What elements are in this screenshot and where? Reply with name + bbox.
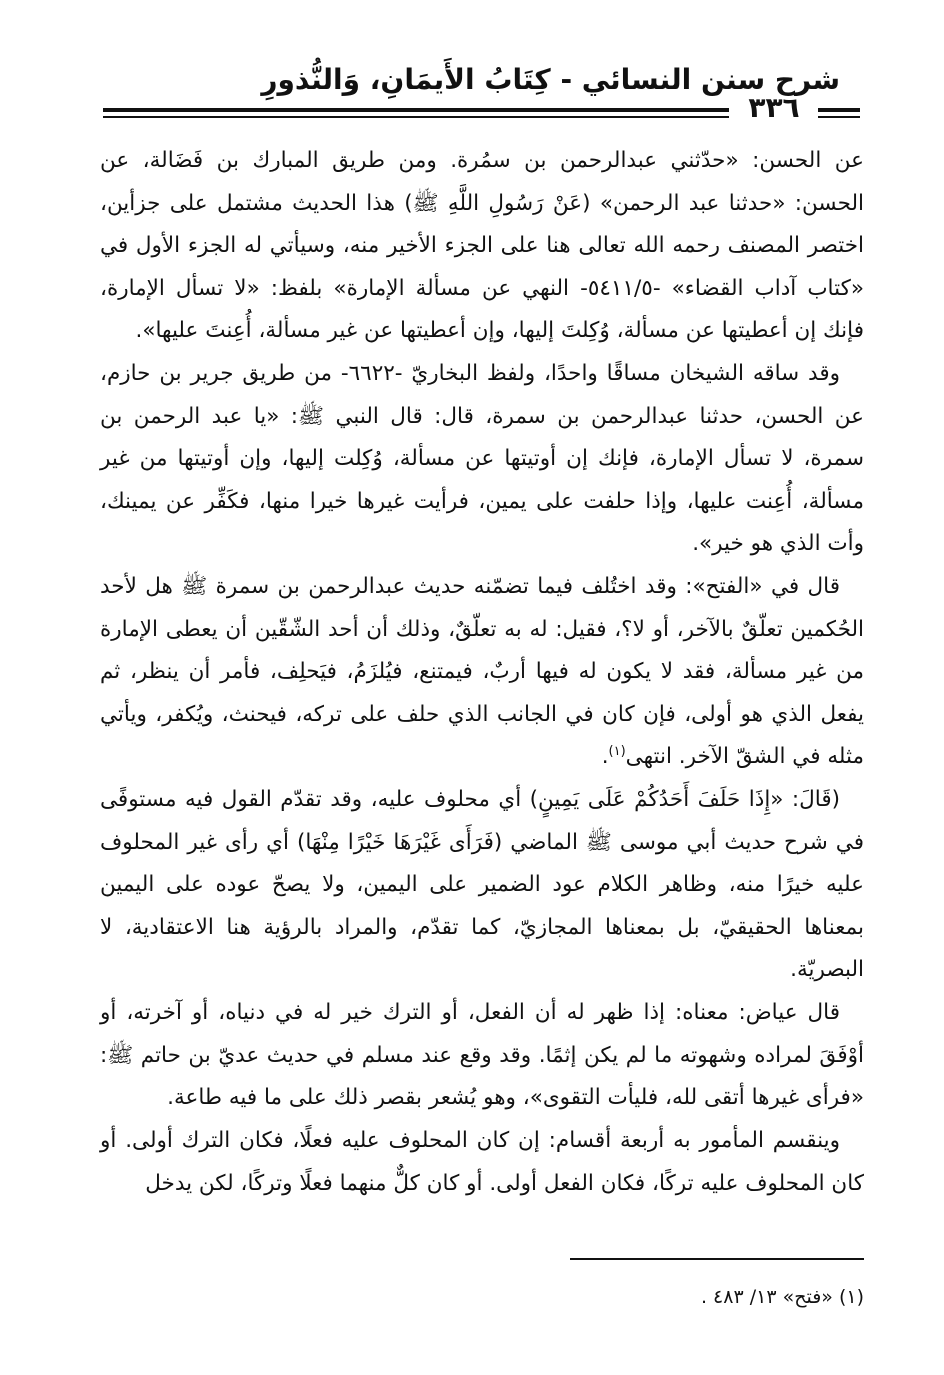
footnote-reference-1: (١) xyxy=(608,743,626,759)
page-number: ٣٣٦ xyxy=(748,91,800,124)
paragraph-2: وقد ساقه الشيخان مساقًا واحدًا، ولفظ البخاريّ -٦٦٢٢- من طريق جرير بن حازم، عن الحسن، حدثنا عبدالرحمن بن سمرة، قال: قال النبي ﷺ: «يا عبد الرحمن بن سمرة، لا تسأل الإمارة، فإنك إن أوتيتها عن مسألة، وُكِلت إليها، وإن أوتيتها من غير مسألة، أُعِنت عليها، وإذا حلفت على يمين، فرأيت غيرها خيرا منها، فكَفِّر عن يمينك، وأت الذي هو خير». xyxy=(100,361,864,556)
paragraph-3-text: قال في «الفتح»: وقد اختُلف فيما تضمّنه حديث عبدالرحمن بن سمرة ﷺ هل لأحد الحُكمين تعلّقٌ بالآخر، أو لا؟، فقيل: له به تعلّقٌ، وذلك أن أحد الشّقّين أن يعطى الإمارة من غير مسألة، فقد لا يكون له فيها أربٌ، فيمتنع، فيُلزَمُ، فيَحلِف، فأمر أن ينظر، ثم يفعل الذي هو أولى، فإن كان في الجانب الذي حلف على تركه، فيحنث، ويُكفر، ويأتي مثله في الشقّ الآخر. انتهى xyxy=(100,574,864,769)
footnote-1: (١) «فتح» ١٣/ ٤٨٣ . xyxy=(700,1286,864,1308)
main-text xyxy=(100,140,864,1206)
header-rule-left xyxy=(103,108,729,119)
paragraph-3 xyxy=(100,566,864,779)
paragraph-5: قال عياض: معناه: إذا ظهر له أن الفعل، أو الترك خير له في دنياه، أو آخرته، أو أوْفَقَ لمراده وشهوته ما لم يكن إثمًا. وقد وقع عند مسلم في حديث عديّ بن حاتم ﷺ: «فرأى غيرها أتقى لله، فليأت التقوى»، وهو يُشعر بقصر ذلك على ما فيه طاعة. xyxy=(100,1000,864,1110)
paragraph-3-end: . xyxy=(601,744,609,769)
paragraph-4: (قَالَ: «إِذَا حَلَفَ أَحَدُكُمْ عَلَى يَمِينٍ) أي محلوف عليه، وقد تقدّم القول فيه مستوفًى في شرح حديث أبي موسى ﷺ الماضي (فَرَأَى غَيْرَهَا خَيْرًا مِنْهَا) أي رأى غير المحلوف عليه خيرًا منه، وظاهر الكلام عود الضمير على اليمين، ولا يصحّ عوده على اليمين بمعناها الحقيقيّ، بل بمعناها المجازيّ، كما تقدّم، والمراد بالرؤية هنا الاعتقادية، لا البصريّة. xyxy=(100,787,864,982)
header-rule-right xyxy=(818,108,860,119)
running-title: شرح سنن النسائي - كِتَابُ الأَيمَانِ، وَالنُّذورِ xyxy=(261,63,840,96)
footnote-separator xyxy=(570,1258,864,1260)
paragraph-1: عن الحسن: «حدّثني عبدالرحمن بن سمُرة. ومن طريق المبارك بن فَضَالة، عن الحسن: «حدثنا عبد الرحمن» (عَنْ رَسُولِ اللَّهِ ﷺ) هذا الحديث مشتمل على جزأين، اختصر المصنف رحمه الله تعالى هنا على الجزء الأخير منه، وسيأتي له الجزء الأول في «كتاب آداب القضاء» -٥٤١١/٥- النهي عن مسألة الإمارة» بلفظ: «لا تسأل الإمارة، فإنك إن أعطيتها عن مسألة، وُكِلتَ إليها، وإن أعطيتها عن غير مسألة، أُعِنتَ عليها». xyxy=(100,148,864,343)
paragraph-6: وينقسم المأمور به أربعة أقسام: إن كان المحلوف عليه فعلًا، فكان الترك أولى. أو كان المحلوف عليه تركًا، فكان الفعل أولى. أو كان كلٌّ منهما فعلًا وتركًا، لكن يدخل xyxy=(100,1128,864,1196)
